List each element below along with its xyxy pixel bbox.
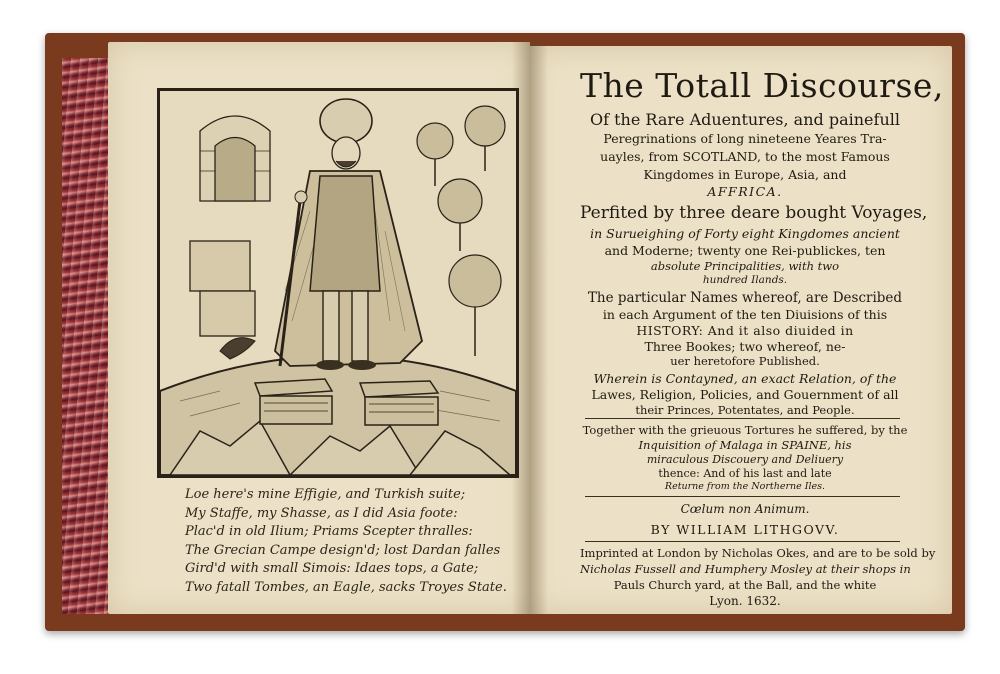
rule-divider <box>585 418 900 419</box>
rule-divider <box>585 496 900 497</box>
subtitle-line: uayles, from SCOTLAND, to the most Famous <box>600 149 890 164</box>
rule-divider <box>585 541 900 542</box>
tortures-line: miraculous Discouery and Deliuery <box>646 453 844 466</box>
voyages-line: hundred Ilands. <box>702 274 788 286</box>
verse-line: My Staffe, my Shasse, as I did Asia foote: <box>185 505 458 521</box>
verse-block <box>185 486 515 598</box>
motto: Cœlum non Animum. <box>680 502 810 516</box>
subtitle-line: Of the Rare Aduentures, and painefull <box>590 110 900 129</box>
verse-line: Plac'd in old Ilium; Priams Scepter thralles: <box>185 524 473 540</box>
voyages-line: in Surueighing of Forty eight Kingdomes ancient <box>590 226 900 241</box>
names-line: Three Bookes; two whereof, ne- <box>644 339 846 354</box>
relation-line: Lawes, Religion, Policies, and Gouernment of all <box>591 387 899 402</box>
perfited-line: Perfited by three deare bought Voyages, <box>580 203 928 223</box>
names-line: uer heretofore Published. <box>670 354 820 368</box>
voyages-line: and Moderne; twenty one Rei-publickes, ten <box>604 243 886 258</box>
subtitle-line: Peregrinations of long nineteene Yeares Tra- <box>603 131 887 146</box>
relation-line: Wherein is Contayned, an exact Relation, of the <box>593 371 897 386</box>
woodcut-portrait <box>157 88 519 478</box>
names-line: The particular Names whereof, are Described <box>587 290 903 306</box>
verse-line: Two fatall Tombes, an Eagle, sacks Troyes State. <box>185 579 507 595</box>
imprint-line: Pauls Church yard, at the Ball, and the white <box>613 578 877 592</box>
tortures-line: Together with the grieuous Tortures he suffered, by the <box>582 423 908 437</box>
tortures-line: Inquisition of Malaga in SPAINE, his <box>638 438 852 452</box>
author-line: BY WILLIAM LITHGOVV. <box>650 522 840 537</box>
verse-line: Loe here's mine Effigie, and Turkish suite; <box>185 487 466 502</box>
marbled-endpaper <box>62 58 108 614</box>
imprint-line: Nicholas Fussell and Humphery Mosley at their shops in <box>580 562 911 576</box>
book-title: The Totall Discourse, <box>580 66 944 105</box>
verse-line: Gird'd with small Simois: Idaes tops, a Gate; <box>185 561 479 577</box>
names-line: HISTORY: And it also diuided in <box>636 323 854 338</box>
subtitle-line: Kingdomes in Europe, Asia, and <box>643 167 847 182</box>
imprint-line: Lyon. 1632. <box>709 594 781 608</box>
relation-line: their Princes, Potentates, and People. <box>635 403 855 417</box>
verse-line: The Grecian Campe design'd; lost Dardan falles <box>185 542 501 558</box>
subtitle-line: AFFRICA. <box>707 184 783 199</box>
voyages-line: absolute Principalities, with two <box>650 259 840 273</box>
imprint-line: Imprinted at London by Nicholas Okes, and are to be sold by <box>580 546 936 560</box>
tortures-line: thence: And of his last and late <box>658 467 832 480</box>
names-line: in each Argument of the ten Diuisions of this <box>602 307 888 322</box>
tortures-line: Returne from the Northerne Iles. <box>664 481 826 492</box>
